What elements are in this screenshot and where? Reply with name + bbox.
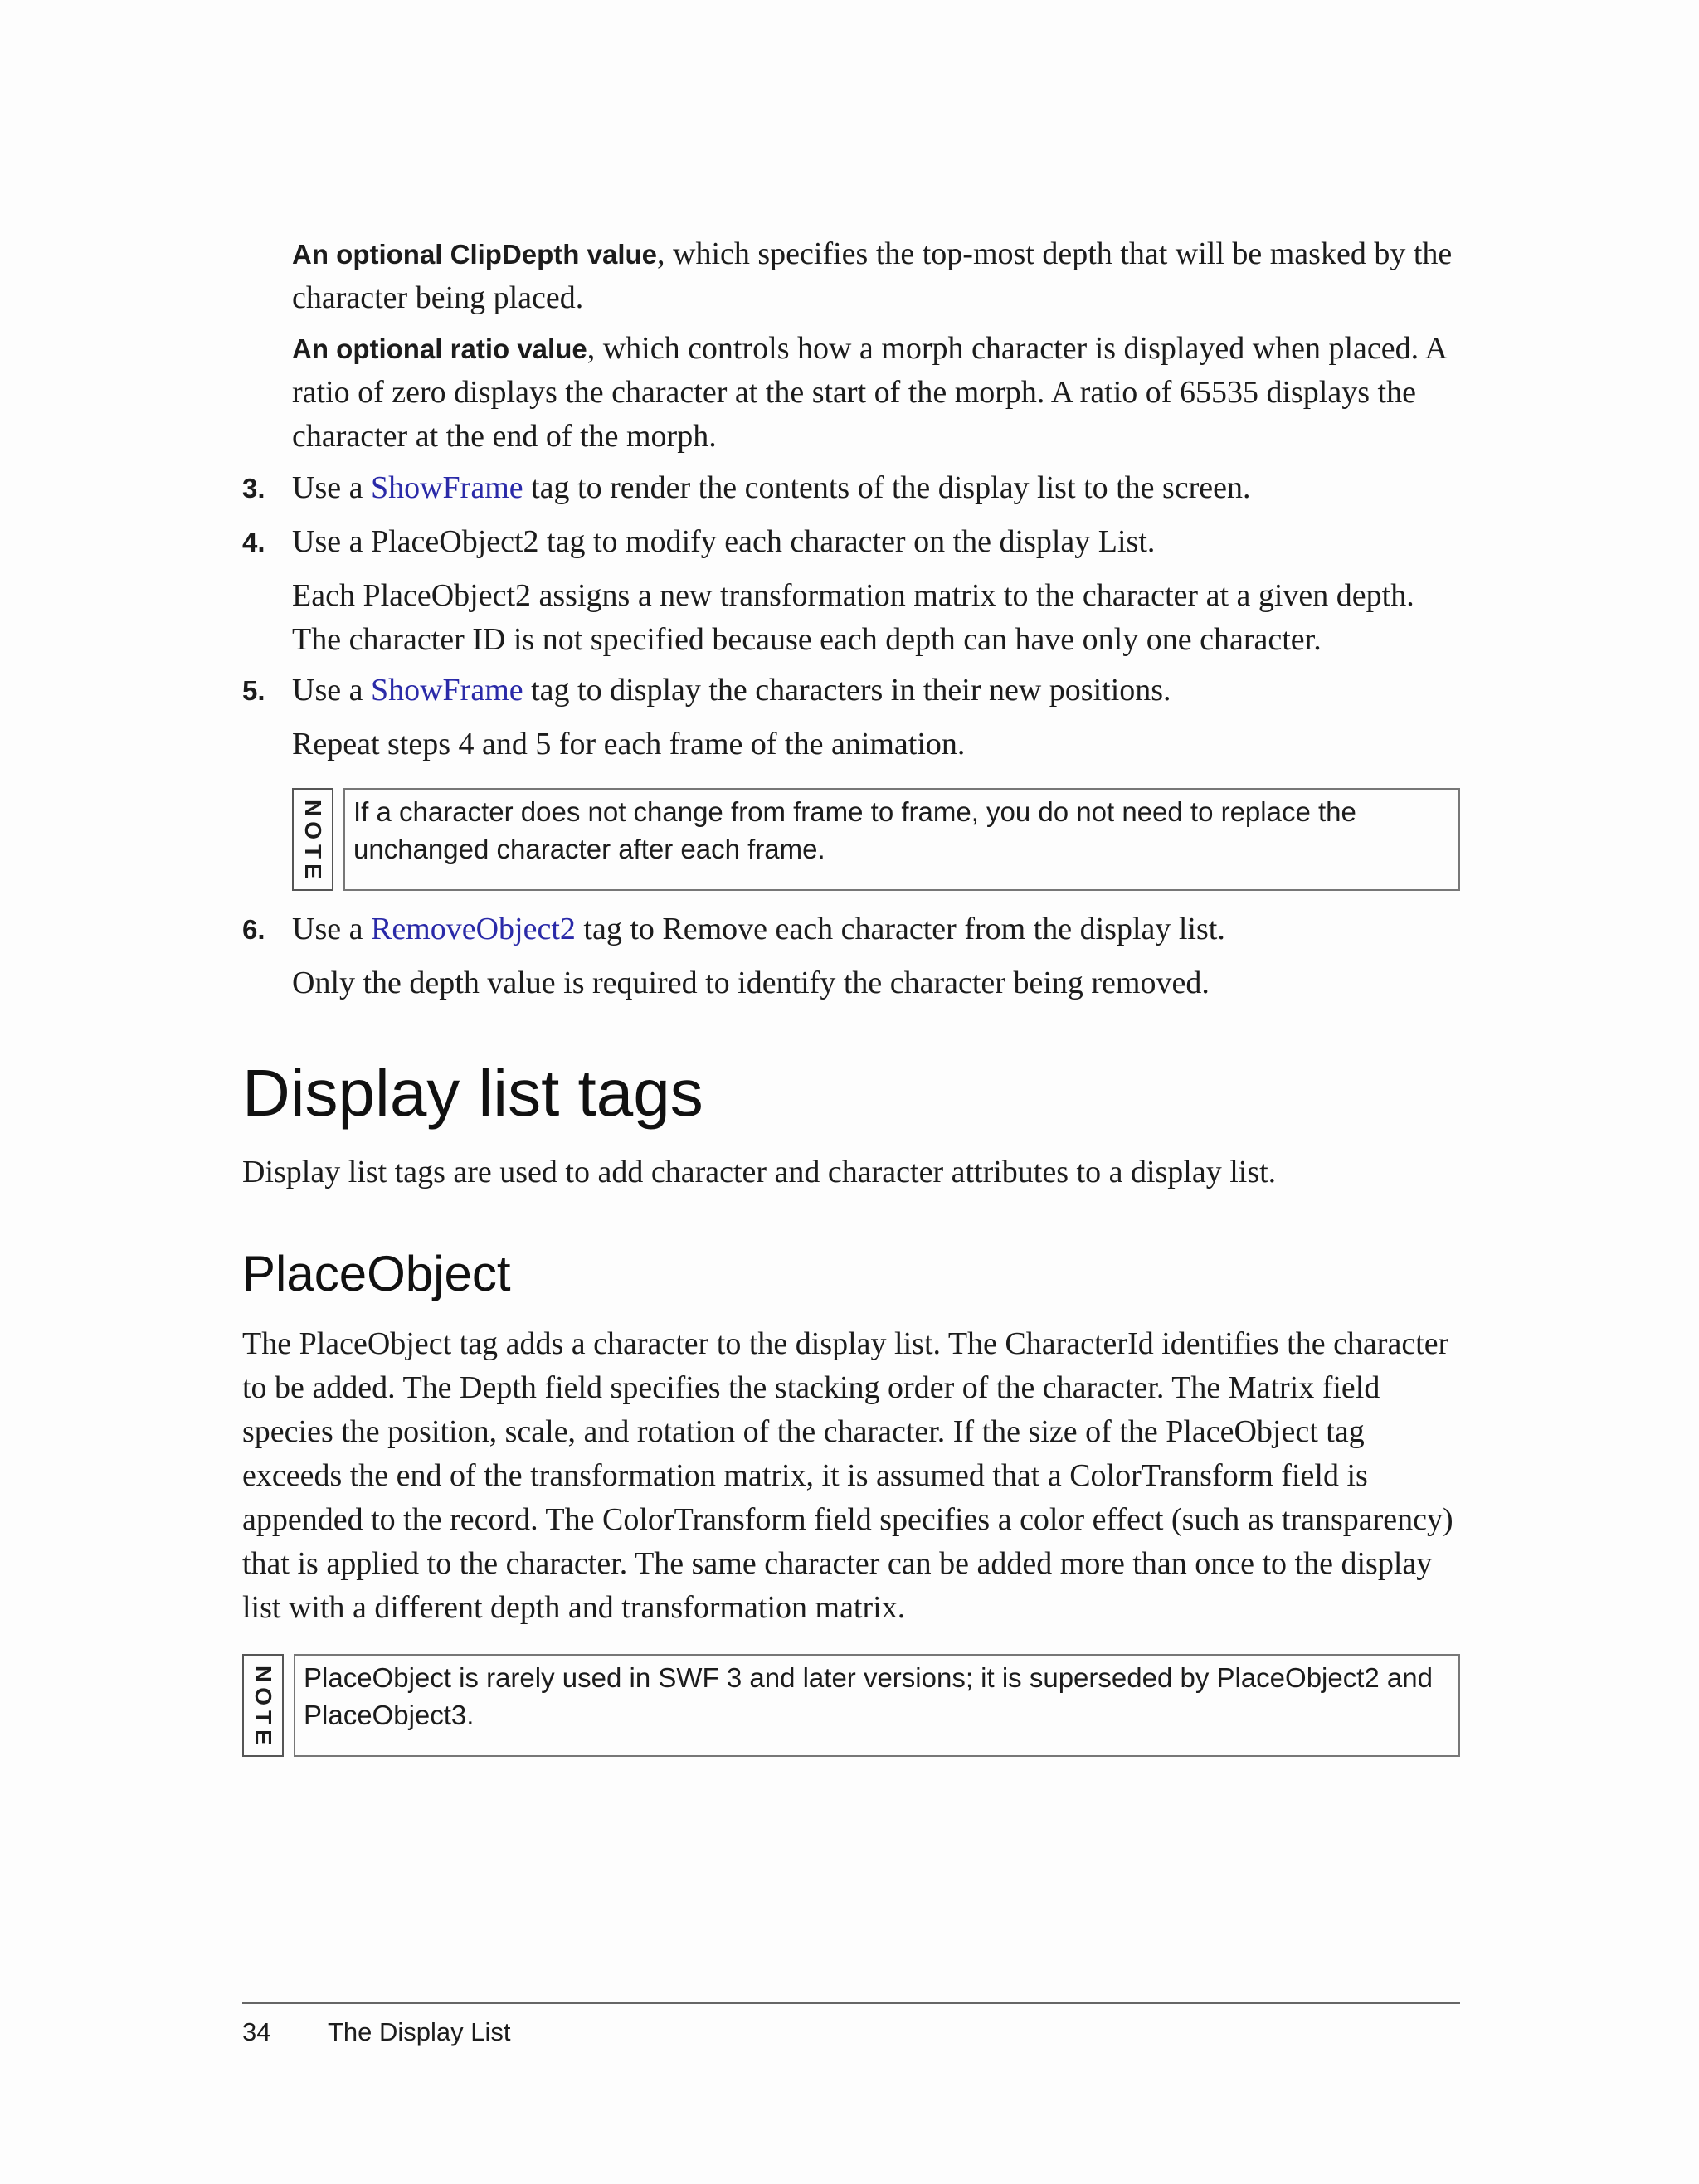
step-text-after: tag to display the characters in their new positions.	[523, 673, 1171, 708]
step-number: 6.	[242, 914, 265, 945]
step-text-before: Use a	[292, 470, 371, 505]
step-5-detail: Repeat steps 4 and 5 for each frame of the animation.	[292, 727, 966, 761]
ratio-text: , which controls how a morph character is displayed when placed. A ratio of zero displays the character at the start of the morph. A ratio of 65535 displays the character at the end of the morph.	[292, 331, 1446, 454]
placeobject-paragraph: The PlaceObject tag adds a character to the display list. The CharacterId identifies the character to be added. The Depth field specifies the stacking order of the character. The Matrix field species the position, scale, and rotation of the character. If the size of the PlaceObject tag exceeds the end of the transformation matrix, it is assumed that a ColorTransform field is appended to the record. The ColorTransform field specifies a color effect (such as transparency) that is applied to the character. The same character can be added more than once to the display list with a different depth and transformation matrix.	[242, 1326, 1453, 1625]
note-tab-label: NOTE	[300, 800, 326, 884]
note-tab	[242, 1654, 284, 1757]
step-6	[242, 907, 1453, 951]
page-number: 34	[242, 2017, 271, 2046]
step-4	[242, 520, 1453, 564]
step-text-after: tag to Remove each character from the display list.	[575, 912, 1225, 946]
step-number: 5.	[242, 675, 265, 706]
step-number: 3.	[242, 473, 265, 503]
clipdepth-text: , which specifies the top-most depth that will be masked by the character being placed.	[292, 236, 1453, 315]
note-callout	[242, 1654, 1460, 1757]
footer-rule	[242, 2002, 1460, 2004]
ratio-label: An optional ratio value	[292, 333, 587, 364]
ratio-paragraph	[292, 327, 1453, 459]
step-text: Use a PlaceObject2 tag to modify each character on the display List.	[292, 524, 1156, 559]
chapter-title: The Display List	[328, 2017, 511, 2046]
step-text-after: tag to render the contents of the display list to the screen.	[523, 470, 1251, 505]
note-tab-label: NOTE	[251, 1666, 276, 1750]
step-text-before: Use a	[292, 673, 371, 708]
note-callout	[292, 788, 1460, 891]
section-intro: Display list tags are used to add character and character attributes to a display list.	[242, 1155, 1277, 1189]
note-text: If a character does not change from frame to frame, you do not need to replace the unchanged character after each frame.	[343, 788, 1460, 891]
step-4-detail: Each PlaceObject2 assigns a new transformation matrix to the character at a given depth. The character ID is not specified because each depth can have only one character.	[292, 578, 1414, 657]
clipdepth-paragraph	[292, 232, 1453, 320]
subsection-heading: PlaceObject	[242, 1246, 511, 1301]
showframe-link[interactable]: ShowFrame	[370, 470, 523, 505]
page-footer	[242, 2016, 511, 2049]
note-tab	[292, 788, 333, 891]
step-3	[242, 466, 1453, 510]
clipdepth-label: An optional ClipDepth value	[292, 239, 658, 270]
removeobject2-link[interactable]: RemoveObject2	[370, 912, 576, 946]
step-number: 4.	[242, 527, 265, 557]
step-text-before: Use a	[292, 912, 371, 946]
showframe-link[interactable]: ShowFrame	[370, 673, 523, 708]
step-5	[242, 669, 1453, 713]
note-text: PlaceObject is rarely used in SWF 3 and later versions; it is superseded by PlaceObject2 and PlaceObject3.	[294, 1654, 1460, 1757]
step-6-detail: Only the depth value is required to identify the character being removed.	[292, 966, 1210, 1000]
section-heading: Display list tags	[242, 1056, 703, 1130]
